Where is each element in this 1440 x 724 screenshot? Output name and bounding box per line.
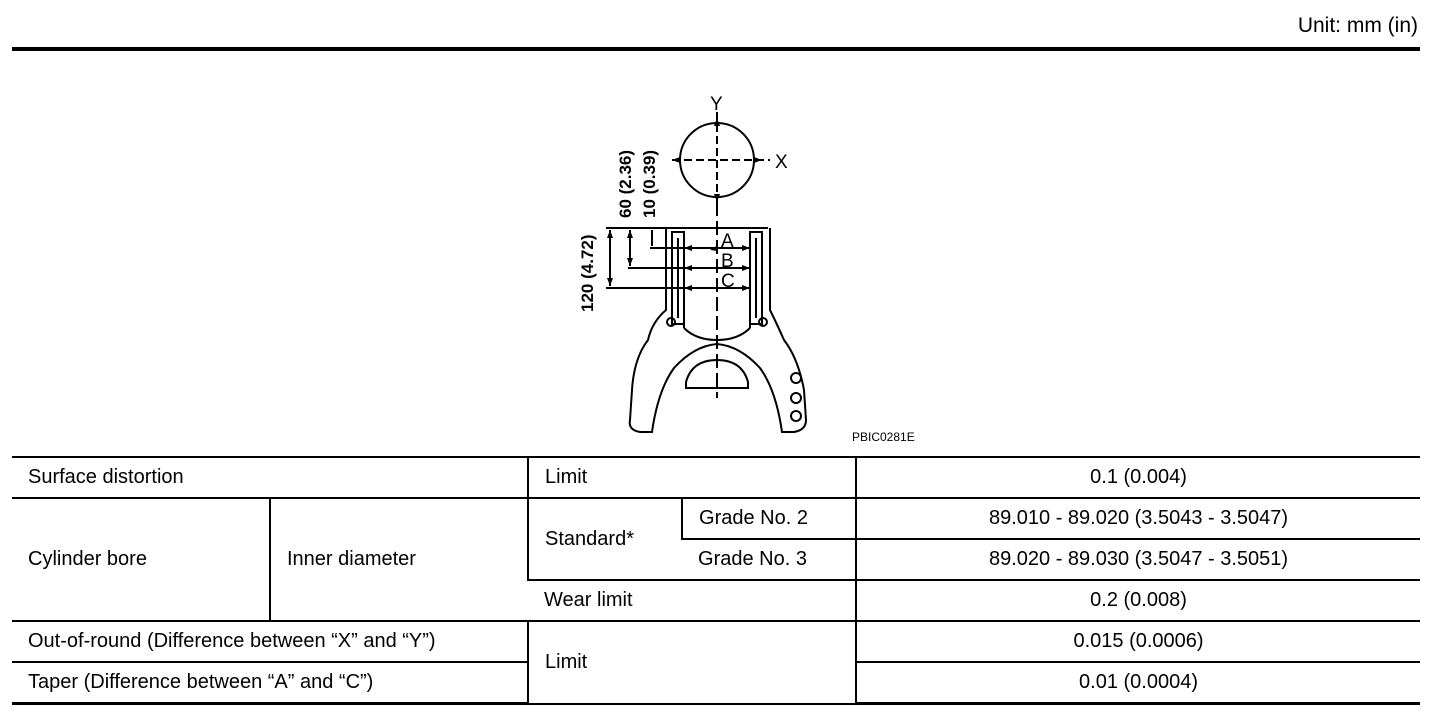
dim-60-label: 60 (2.36): [616, 149, 635, 218]
wear-limit-value: 0.2 (0.008): [856, 580, 1420, 621]
table-row: [12, 457, 1420, 498]
standard-cell: Standard*: [528, 498, 682, 580]
surface-distortion-cell: Surface distortion: [12, 457, 528, 498]
dim-a-label: A: [721, 231, 734, 252]
unit-label: Unit: mm (in): [1297, 14, 1418, 37]
wear-limit-cell: Wear limit: [528, 580, 856, 621]
taper-cell: Taper (Difference between “A” and “C”): [12, 662, 528, 704]
dim-b-label: B: [721, 251, 734, 272]
out-of-round-value: 0.015 (0.0006): [856, 621, 1420, 662]
grade-2-value: 89.010 - 89.020 (3.5043 - 3.5047): [856, 498, 1420, 539]
inner-diameter-cell: Inner diameter: [270, 498, 528, 621]
limit-cell-2: Limit: [528, 621, 856, 704]
grade-3-value: 89.020 - 89.030 (3.5047 - 3.5051): [856, 539, 1420, 580]
surface-distortion-value: 0.1 (0.004): [856, 457, 1420, 498]
table-row: [12, 498, 1420, 539]
out-of-round-cell: Out-of-round (Difference between “X” and “Y”): [12, 621, 528, 662]
header-rule: [12, 47, 1420, 51]
limit-cell: Limit: [528, 457, 856, 498]
axis-y-label: Y: [710, 94, 723, 115]
grade-2-cell: Grade No. 2: [682, 498, 856, 539]
specification-table: [12, 456, 1420, 705]
dim-c-label: C: [721, 271, 735, 292]
axis-x-label: X: [775, 152, 788, 173]
diagram-svg: [560, 90, 940, 450]
dim-10-label: 10 (0.39): [640, 149, 659, 218]
grade-3-cell: Grade No. 3: [682, 539, 856, 580]
taper-value: 0.01 (0.0004): [856, 662, 1420, 704]
cylinder-bore-cell: Cylinder bore: [12, 498, 270, 621]
figure-id: PBIC0281E: [852, 430, 915, 444]
dim-120-label: 120 (4.72): [578, 234, 597, 312]
table-row: [12, 621, 1420, 662]
cylinder-bore-diagram: [560, 90, 940, 450]
